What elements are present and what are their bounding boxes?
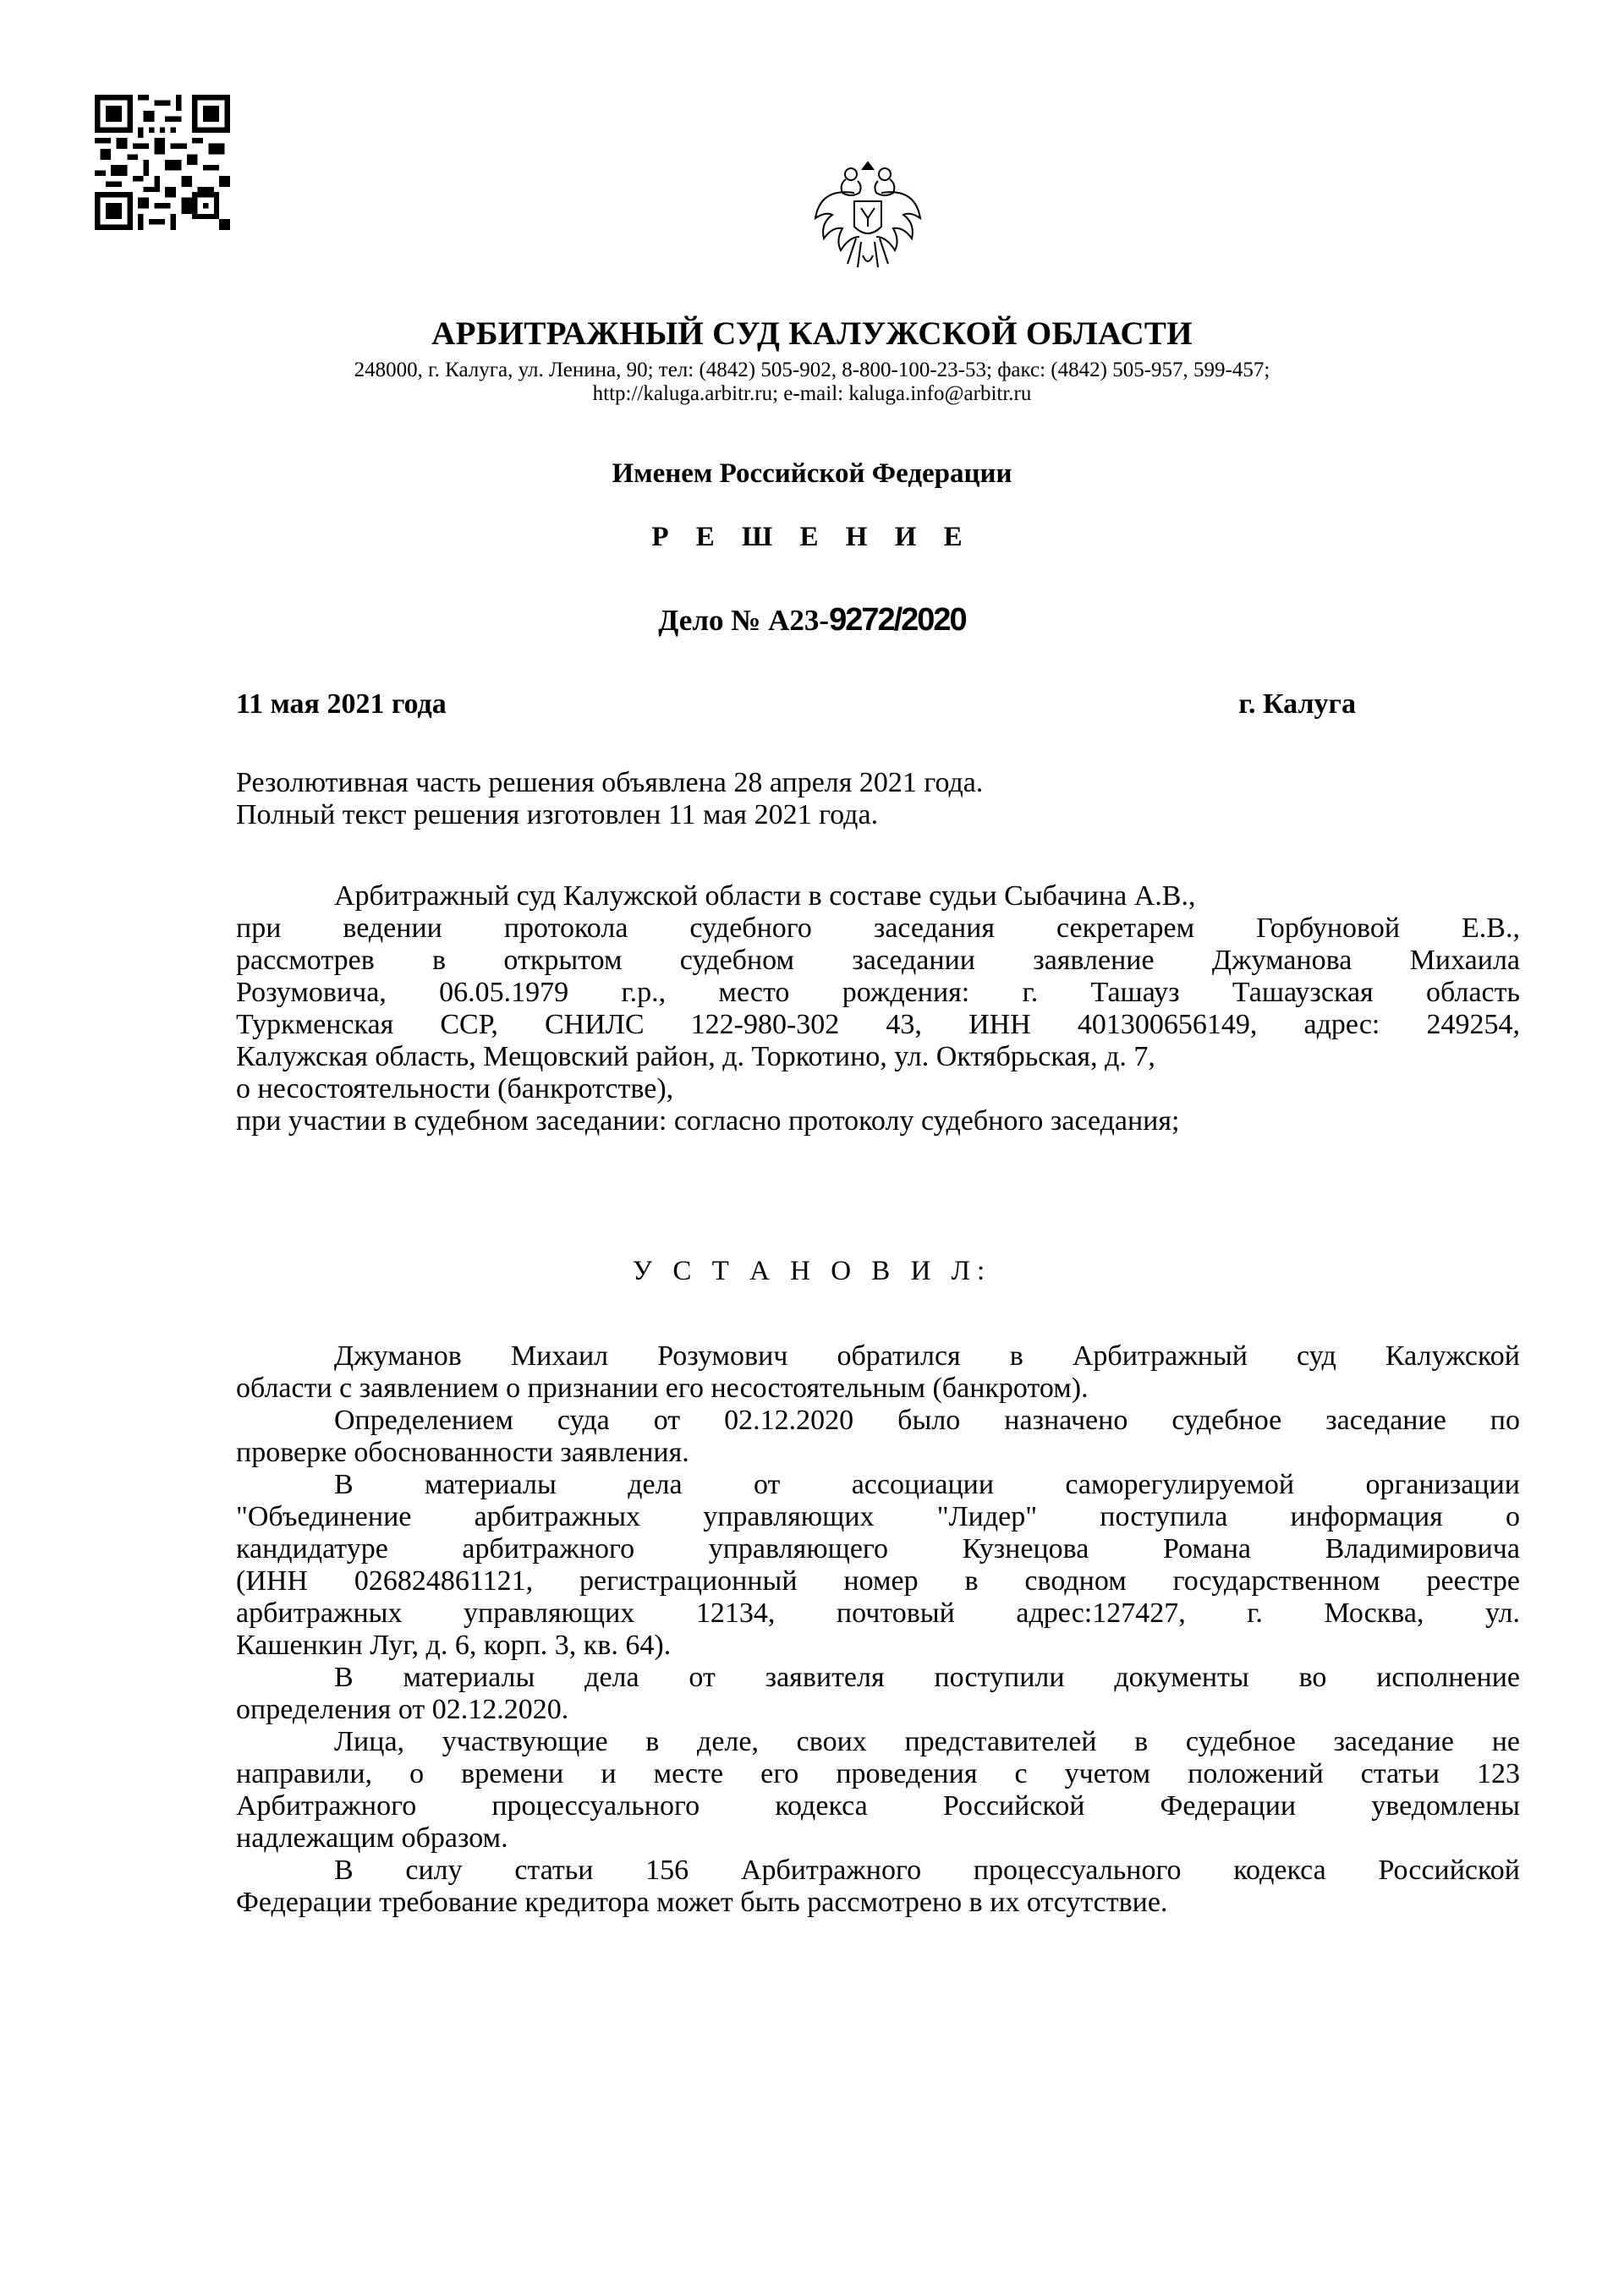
body-line: надлежащим образом. <box>236 1822 508 1854</box>
body-line: Кашенкин Луг, д. 6, корп. 3, кв. 64). <box>236 1630 672 1661</box>
body-line: В материалы дела от заявителя поступили документы во исполнение <box>334 1662 1520 1693</box>
composition-line: Туркменская ССР, СНИЛС 122-980-302 43, ИНН 401300656149, адрес: 249254, <box>236 1009 1520 1040</box>
intro-block <box>236 767 1520 831</box>
composition-line: о несостоятельности (банкротстве), <box>236 1073 674 1104</box>
body-line: "Объединение арбитражных управляющих "Лидер" поступила информация о <box>236 1501 1520 1532</box>
body-line: В материалы дела от ассоциации саморегулируемой организации <box>334 1469 1520 1500</box>
body-line: арбитражных управляющих 12134, почтовый адрес:127427, г. Москва, ул. <box>236 1597 1520 1629</box>
body-line: Федерации требование кредитора может быть рассмотрено в их отсутствие. <box>236 1887 1168 1918</box>
body-line: определения от 02.12.2020. <box>236 1694 569 1725</box>
intro-line: Резолютивная часть решения объявлена 28 апреля 2021 года. <box>236 767 984 798</box>
composition-line: рассмотрев в открытом судебном заседании заявление Джуманова Михаила <box>236 945 1520 976</box>
composition-block <box>236 880 1520 1137</box>
established-heading: У С Т А Н О В И Л: <box>632 1256 992 1286</box>
case-number-value: 9272/2020 <box>829 602 966 638</box>
body-line: В силу статьи 156 Арбитражного процессуального кодекса Российской <box>334 1855 1520 1886</box>
document-type-title: Р Е Ш Е Н И Е <box>651 522 973 552</box>
court-contacts: http://kaluga.arbitr.ru; e-mail: kaluga.info@arbitr.ru <box>592 382 1032 405</box>
in-name-of-federation: Именем Российской Федерации <box>612 458 1012 489</box>
composition-line: Калужская область, Мещовский район, д. Торкотино, ул. Октябрьская, д. 7, <box>236 1041 1155 1072</box>
coat-of-arms-emblem <box>812 154 924 282</box>
case-number <box>0 602 1624 638</box>
court-address: 248000, г. Калуга, ул. Ленина, 90; тел: (4842) 505-902, 8-800-100-23-53; факс: (4842) 505-957, 599-457; <box>354 359 1270 381</box>
decision-city: г. Калуга <box>1238 688 1356 720</box>
qr-code <box>95 95 230 230</box>
composition-line: при участии в судебном заседании: согласно протоколу судебного заседания; <box>236 1105 1180 1137</box>
body-line: области с заявлением о признании его несостоятельным (банкротом). <box>236 1373 1089 1404</box>
case-prefix: Дело № А23- <box>658 604 830 637</box>
body-line: Лица, участвующие в деле, своих представителей в судебное заседание не <box>334 1726 1520 1757</box>
body-block <box>236 1340 1520 1919</box>
body-line: проверке обоснованности заявления. <box>236 1437 689 1468</box>
decision-date: 11 мая 2021 года <box>236 688 447 720</box>
court-title: АРБИТРАЖНЫЙ СУД КАЛУЖСКОЙ ОБЛАСТИ <box>431 315 1193 352</box>
composition-line: Розумовича, 06.05.1979 г.р., место рождения: г. Ташауз Ташаузская область <box>236 977 1520 1008</box>
body-line: (ИНН 026824861121, регистрационный номер в сводном государственном реестре <box>236 1565 1520 1597</box>
composition-line: при ведении протокола судебного заседания секретарем Горбуновой Е.В., <box>236 912 1520 944</box>
body-line: Арбитражного процессуального кодекса Российской Федерации уведомлены <box>236 1790 1520 1822</box>
body-line: Определением суда от 02.12.2020 было назначено судебное заседание по <box>334 1405 1520 1436</box>
body-line: кандидатуре арбитражного управляющего Кузнецова Романа Владимировича <box>236 1533 1520 1564</box>
body-line: Джуманов Михаил Розумович обратился в Арбитражный суд Калужской <box>334 1340 1520 1372</box>
intro-line: Полный текст решения изготовлен 11 мая 2021 года. <box>236 799 879 830</box>
body-line: направили, о времени и месте его проведения с учетом положений статьи 123 <box>236 1758 1520 1789</box>
composition-line: Арбитражный суд Калужской области в составе судьи Сыбачина А.В., <box>334 880 1196 912</box>
